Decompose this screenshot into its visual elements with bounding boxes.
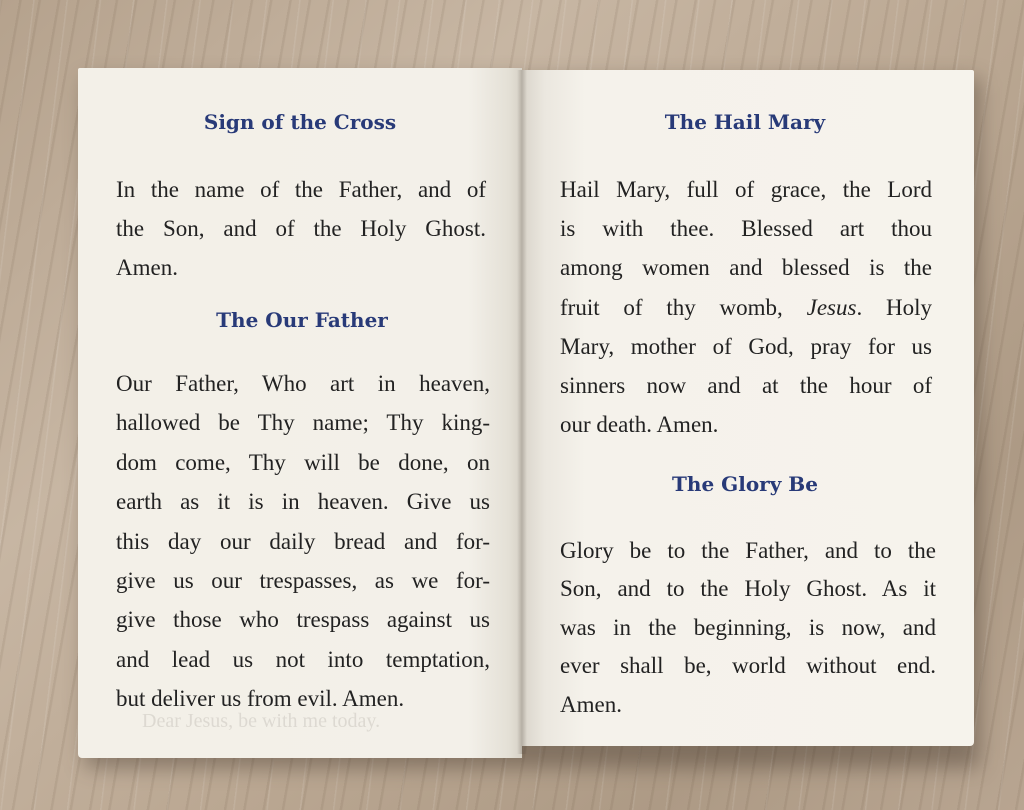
left-page bbox=[78, 68, 522, 758]
text-fragment: fruit of thy womb, bbox=[560, 294, 807, 320]
text-line: Glory be to the Father, and to the bbox=[560, 538, 936, 563]
text-line: earth as it is in heaven. Give us bbox=[116, 489, 490, 515]
text-line: Amen. bbox=[116, 255, 178, 280]
text-line: and lead us not into temptation, bbox=[116, 646, 490, 672]
text-line-with-italic bbox=[560, 288, 932, 327]
text-line: but deliver us from evil. Amen. bbox=[116, 686, 405, 712]
text-line: give us our trespasses, as we for- bbox=[116, 568, 490, 594]
heading-our-father: The Our Father bbox=[216, 308, 388, 332]
text-line: give those who trespass against us bbox=[116, 607, 490, 633]
text-line: among women and blessed is the bbox=[560, 255, 932, 281]
text-line: our death. Amen. bbox=[560, 412, 719, 438]
text-line: was in the beginning, is now, and bbox=[560, 614, 936, 640]
text-line: Mary, mother of God, pray for us bbox=[560, 333, 932, 359]
text-line: this day our daily bread and for- bbox=[116, 528, 490, 554]
text-fragment: . Holy bbox=[856, 294, 933, 320]
hail-mary-text bbox=[560, 170, 932, 444]
text-line: Son, and to the Holy Ghost. As it bbox=[560, 576, 936, 602]
heading-hail-mary: The Hail Mary bbox=[664, 110, 826, 134]
our-father-text bbox=[116, 364, 490, 719]
text-line: Amen. bbox=[560, 691, 622, 717]
text-line: ever shall be, world without end. bbox=[560, 653, 936, 679]
text-line: Hail Mary, full of grace, the Lord bbox=[560, 177, 932, 202]
booklet-spine bbox=[517, 70, 527, 754]
italic-jesus: Jesus bbox=[806, 294, 857, 320]
glory-be-text bbox=[560, 532, 936, 724]
text-line: is with thee. Blessed art thou bbox=[560, 216, 932, 242]
text-line: the Son, and of the Holy Ghost. bbox=[116, 216, 486, 241]
text-line: In the name of the Father, and of bbox=[116, 177, 486, 202]
text-line: sinners now and at the hour of bbox=[560, 373, 932, 399]
heading-sign-of-the-cross: Sign of the Cross bbox=[203, 110, 397, 134]
bleed-through-text: Dear Jesus, be with me today. bbox=[142, 710, 381, 732]
heading-glory-be: The Glory Be bbox=[672, 472, 818, 496]
sign-of-the-cross-text bbox=[116, 170, 486, 287]
text-line: hallowed be Thy name; Thy king- bbox=[116, 410, 490, 436]
text-line: dom come, Thy will be done, on bbox=[116, 449, 490, 475]
right-page bbox=[522, 70, 974, 746]
text-line: Our Father, Who art in heaven, bbox=[116, 371, 490, 396]
